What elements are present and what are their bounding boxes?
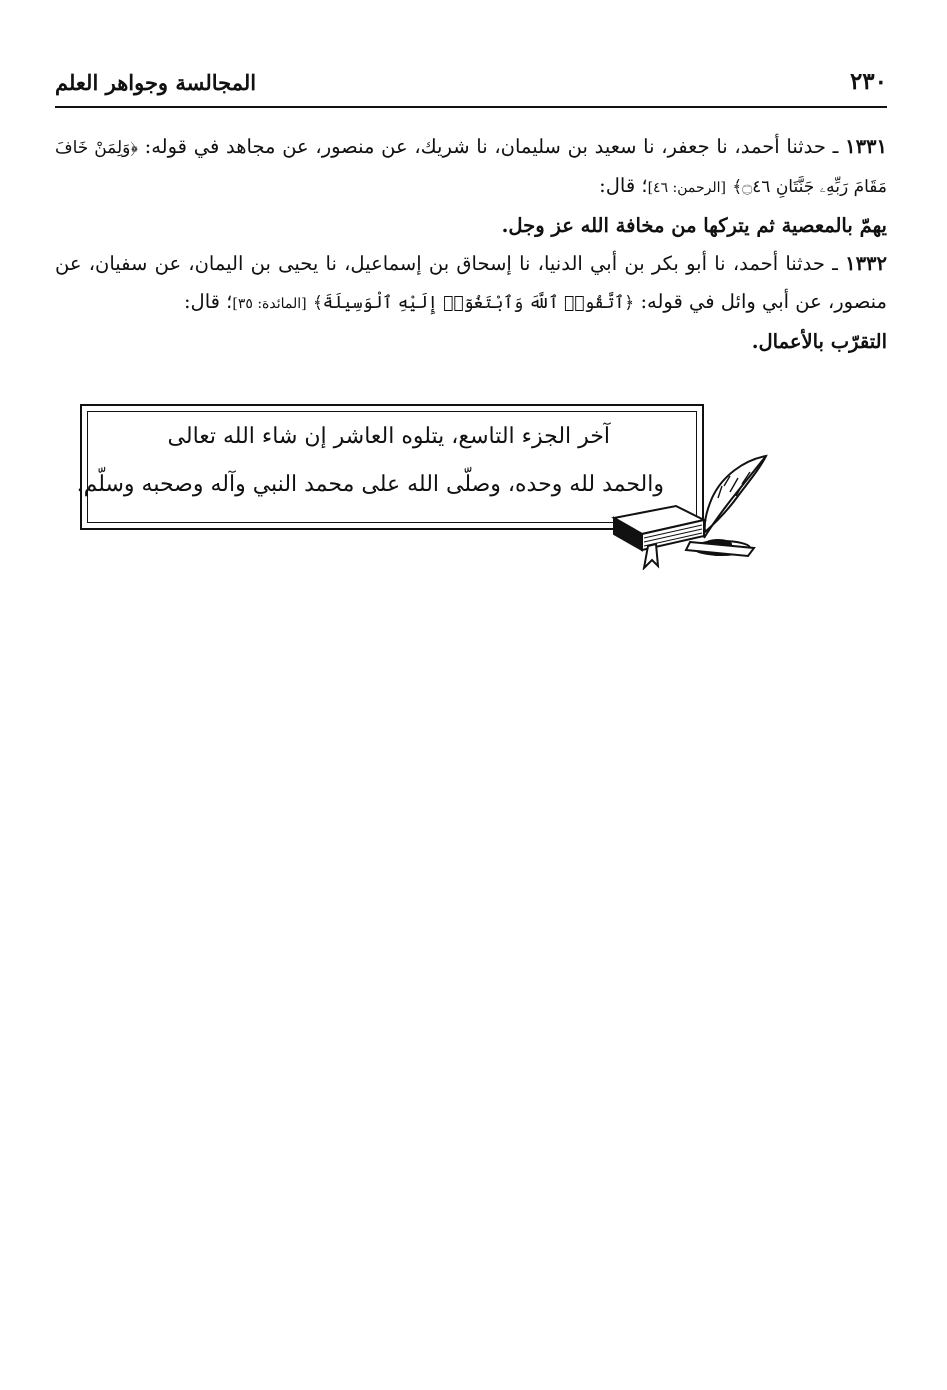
hadith-qala: ؛ قال: (599, 174, 648, 197)
hadith-isnad: ـ حدثنا أحمد، نا أبو بكر بن أبي الدنيا، نا إسحاق بن إسماعيل، نا يحيى بن اليمان، عن سفيان، عن منصور، عن أبي وائل في قوله: (55, 252, 887, 313)
hadith-commentary: يهمّ بالمعصية ثم يتركها من مخافة الله عز وجل. (501, 214, 887, 237)
quran-verse: ﴿ٱتَّقُوا۟ ٱللَّهَ وَٱبْتَغُوٓا۟ إِلَيْهِ ٱلْوَسِيلَةَ﴾ (312, 293, 635, 313)
hadith-qala: ؛ قال: (183, 290, 233, 313)
quran-verse: ﴿وَلِمَنْ خَافَ مَقَامَ رَبِّهِۦ جَنَّتَانِ ۝٤٦﴾ (55, 138, 887, 197)
page-number: ٢٣٠ (849, 68, 887, 95)
book-title: المجالسة وجواهر العلم (55, 70, 257, 95)
hadith-isnad: ـ حدثنا أحمد، نا جعفر، نا سعيد بن سليمان، نا شريك، عن منصور، عن مجاهد في قوله: (144, 135, 839, 158)
hadith-commentary: التقرّب بالأعمال. (751, 330, 887, 353)
hadith-number: ١٣٣٢ (845, 252, 887, 275)
verse-reference: [الرحمن: ٤٦] (647, 180, 727, 196)
running-head (55, 66, 887, 108)
hadith-1332 (55, 245, 887, 323)
hadith-number: ١٣٣١ (845, 135, 888, 158)
quill-and-book-icon (604, 446, 774, 570)
colophon-line-2: والحمد لله وحده، وصلّى الله على محمد النبي وآله وصحبه وسلّم. (76, 472, 664, 497)
verse-reference: [المائدة: ٣٥] (232, 296, 307, 312)
body-text (55, 128, 887, 361)
colophon-line-1: آخر الجزء التاسع، يتلوه العاشر إن شاء الله تعالى (167, 424, 610, 449)
hadith-1331 (55, 128, 887, 207)
